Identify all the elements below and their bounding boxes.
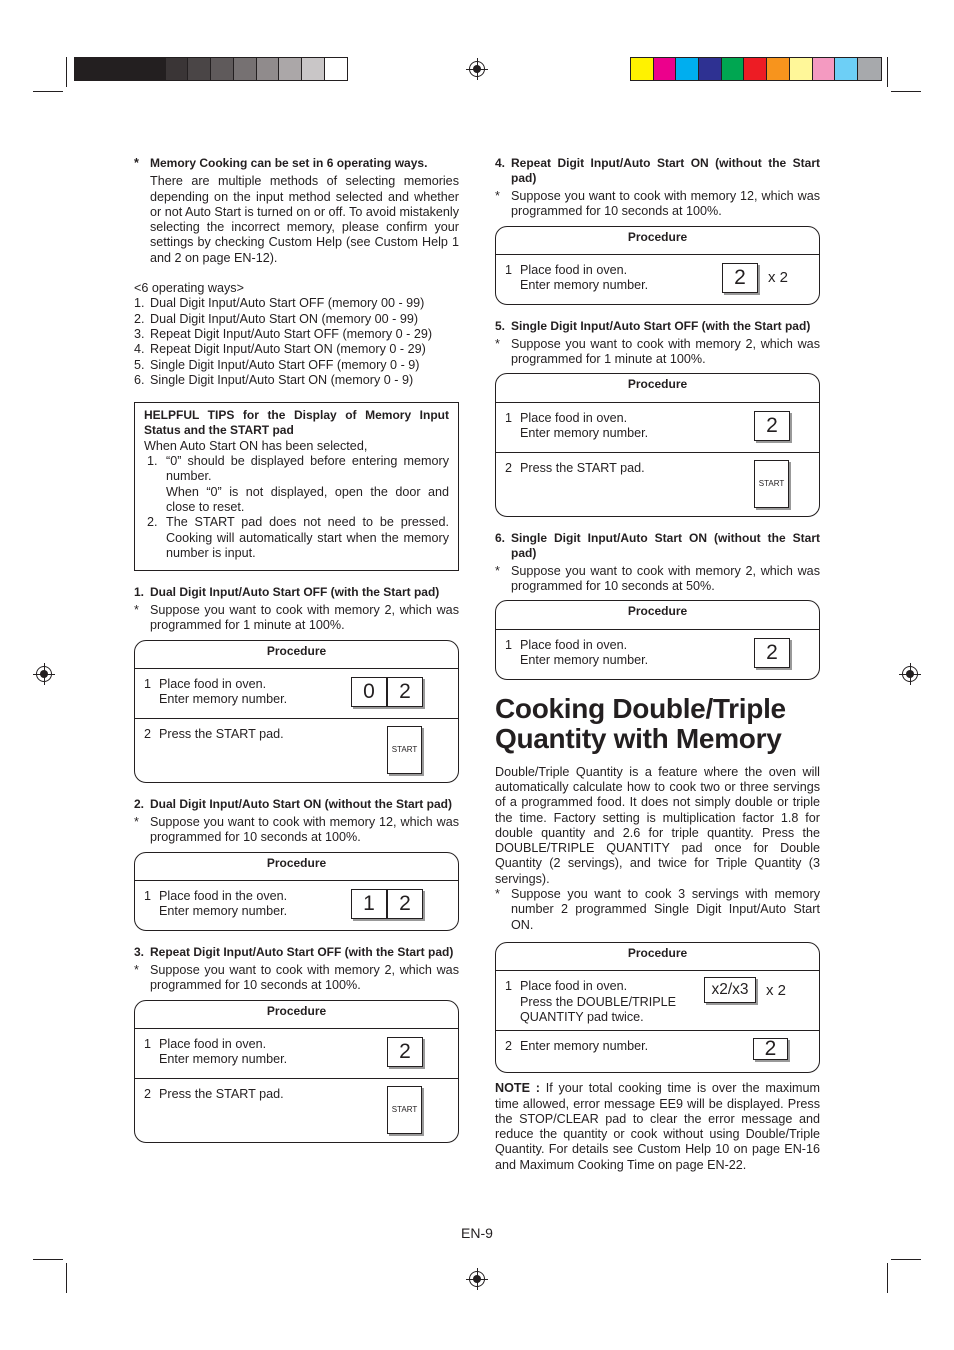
procedure-step: 1 Place food in oven. Press the DOUBLE/TRIPLE QUANTITY pad twice. x2/x3 x 2 [505,979,787,1024]
procedure-header: Procedure [496,943,819,971]
digit-key[interactable]: 2 [387,889,423,919]
procedure-section [134,797,459,931]
digit-key[interactable]: 2 [387,1037,423,1067]
gray-swatch [211,58,234,80]
start-key[interactable]: START [387,1086,422,1134]
procedure-section-title: 4. Repeat Digit Input/Auto Start ON (without the Start pad) [495,156,820,185]
procedure-header: Procedure [496,601,819,629]
tips-heading: HELPFUL TIPS for the Display of Memory Input Status and the START pad [144,408,449,438]
start-key[interactable]: START [754,460,789,508]
digit-key[interactable]: 2 [722,263,758,293]
crop-mark [33,91,63,92]
procedure-step: 1 Place food in oven. Enter memory number. 2 x 2 [505,262,789,293]
intro-body: There are multiple methods of selecting memories depending on the input method selected and whether or not Auto Start is turned on or off. To avoid mistakenly selecting the incorrect memory, please confirm your settings by checking Custom Help (see Custom Help 1 and 2 on page EN-12). [150,174,459,265]
gray-swatch [234,58,257,80]
crop-mark [891,1259,921,1260]
procedure-box [495,600,820,679]
digit-key[interactable]: 0 [351,677,387,707]
registration-mark-icon [469,61,485,77]
digit-key[interactable]: 2 [754,411,790,441]
digit-key[interactable]: 2 [754,638,790,668]
procedure-section [134,945,459,1143]
operating-ways-list [134,296,459,388]
procedure-box [495,226,820,305]
grayscale-color-bar [74,57,348,81]
color-swatch [631,58,654,80]
procedure-section-title: 6. Single Digit Input/Auto Start ON (without the Start pad) [495,530,820,560]
double-triple-procedure [495,942,820,1073]
left-column [134,156,459,1143]
procedure-section [495,531,820,680]
page-number: EN-9 [461,1225,493,1241]
procedure-step: 1 Place food in the oven. Enter memory number. 1 2 [135,881,458,930]
procedure-step: 2 Press the START pad. START [135,718,458,782]
procedure-section-title: 5. Single Digit Input/Auto Start OFF (with the Start pad) [495,318,811,333]
color-swatch [835,58,858,80]
procedure-section [495,156,820,305]
operating-way-item: 2. Dual Digit Input/Auto Start ON (memory 00 - 99) [134,311,419,326]
gray-swatch [302,58,325,80]
start-key[interactable]: START [387,726,422,774]
operating-ways [134,281,459,388]
procedure-section-note: * Suppose you want to cook with memory 2, which was programmed for 1 minute at 100%. [134,603,459,633]
color-swatch [699,58,722,80]
crop-mark [66,57,67,87]
procedure-step: 1 Place food in oven. Enter memory number. 0 2 [135,669,458,718]
procedure-step: 1 Place food in oven. Enter memory number. 2 [135,1029,458,1078]
procedure-section [134,585,459,783]
gray-swatch [75,58,98,80]
procedure-header: Procedure [496,374,819,402]
color-swatch [676,58,699,80]
procedure-step: 1 Place food in oven. Enter memory number. 2 [496,403,819,452]
procedure-section-note: * Suppose you want to cook with memory 2, which was programmed for 1 minute at 100%. [495,336,820,367]
procedure-step: 2 Enter memory number. 2 [496,1030,819,1072]
operating-way-item: 3. Repeat Digit Input/Auto Start OFF (memory 0 - 29) [134,326,433,341]
right-sections [495,156,820,680]
tips-intro: When Auto Start ON has been selected, [144,438,368,453]
tip-item: 2. The START pad does not need to be pressed. Cooking will automatically start when the memory number is input. [147,515,449,560]
helpful-tips-box [134,402,459,571]
crop-mark [891,91,921,92]
process-color-bar [630,57,882,81]
procedure-box [495,373,820,516]
procedure-section-note: * Suppose you want to cook with memory 12, which was programmed for 10 seconds at 100%. [495,189,820,219]
procedure-header: Procedure [135,641,458,669]
color-swatch [744,58,767,80]
procedure-section [495,319,820,517]
procedure-step: 2 Press the START pad. START [135,1078,458,1142]
gray-swatch [325,58,348,80]
crop-mark [33,1259,63,1260]
operating-way-item: 6. Single Digit Input/Auto Start ON (memory 0 - 9) [134,372,414,387]
intro-heading: Memory Cooking can be set in 6 operating ways. [150,156,428,170]
procedure-section-note: * Suppose you want to cook with memory 2, which was programmed for 10 seconds at 100%. [134,962,459,993]
crop-mark [887,1263,888,1293]
gray-swatch [188,58,211,80]
procedure-box [134,1000,459,1143]
registration-mark-icon [902,666,918,682]
crop-mark [887,57,888,87]
operating-way-item: 4. Repeat Digit Input/Auto Start ON (memory 0 - 29) [134,342,426,357]
intro-note: * Memory Cooking can be set in 6 operating ways. There are multiple methods of selecting memories depending on the input method selected and whether or not Auto Start is turned on or off. To avoid mistakenly selecting the incorrect memory, please confirm your settings by checking Custom Help (see Custom Help 1 and 2 on page EN-12). [134,156,459,265]
procedure-step: 1 Place food in oven. Enter memory number. 2 [496,630,819,679]
crop-mark [66,1263,67,1293]
operating-ways-heading: <6 operating ways> [134,281,244,296]
procedure-header: Procedure [135,1001,458,1029]
procedure-step: 2 Press the START pad. START [496,452,819,516]
section-heading: Cooking Double/Triple Quantity with Memory [495,692,786,754]
color-swatch [790,58,813,80]
tip-item: 1. “0” should be displayed before entering memory number. When “0” is not displayed, open the door and close to reset. [147,454,449,514]
procedure-header: Procedure [496,227,819,255]
gray-swatch [120,58,143,80]
procedure-section-title: 1. Dual Digit Input/Auto Start OFF (with the Start pad) [134,585,440,600]
procedure-section-note: * Suppose you want to cook with memory 2, which was programmed for 10 seconds at 50%. [495,563,820,594]
press-count: x 2 [768,269,789,287]
left-sections [134,585,459,1143]
color-swatch [767,58,790,80]
gray-swatch [279,58,302,80]
procedure-box [134,852,459,931]
color-swatch [722,58,745,80]
right-column [495,156,820,1173]
gray-swatch [166,58,189,80]
gray-swatch [257,58,280,80]
procedure-section-title: 2. Dual Digit Input/Auto Start ON (without the Start pad) [134,797,452,812]
gray-swatch [143,58,166,80]
gray-swatch [98,58,121,80]
procedure-box [134,640,459,783]
double-triple-body: Double/Triple Quantity is a feature where the oven will automatically calculate how to cook two or three servings of a programmed food. It does not simply double or triple the time. Factory setting is multiplication factor 1.8 for double quantity and 2.6 for triple quantity. Press the DOUBLE/TRIPLE QUANTITY pad once for Double Quantity (2 servings), and twice for Triple Quantity (3 servings). [495,764,820,886]
procedure-section-title: 3. Repeat Digit Input/Auto Start OFF (with the Start pad) [134,944,454,959]
procedure-section-note: * Suppose you want to cook with memory 12, which was programmed for 10 seconds at 100%. [134,815,459,845]
color-swatch [858,58,881,80]
digit-key[interactable]: 1 [351,889,387,919]
operating-way-item: 1. Dual Digit Input/Auto Start OFF (memory 00 - 99) [134,296,425,311]
press-count: x 2 [766,981,787,999]
procedure-header: Procedure [135,853,458,881]
operating-way-item: 5. Single Digit Input/Auto Start OFF (memory 0 - 9) [134,357,420,372]
double-triple-note: * Suppose you want to cook 3 servings with memory number 2 programmed Single Digit Input/Auto Start ON. [495,887,820,932]
digit-key[interactable]: 2 [753,1038,788,1060]
final-note: NOTE : If your total cooking time is over the maximum time allowed, error message EE9 will be displayed. Press the STOP/CLEAR pad to clear the error message and reduce the quantity or cook without using Double/Triple Quantity. For details see Custom Help 10 on page EN-16 and Maximum Cooking Time on page EN-22. [495,1081,820,1172]
double-triple-quantity-key[interactable]: x2/x3 [704,977,756,1003]
color-swatch [654,58,677,80]
registration-mark-icon [36,666,52,682]
digit-key[interactable]: 2 [387,677,423,707]
color-swatch [813,58,836,80]
tips-list [144,454,449,561]
registration-mark-icon [469,1271,485,1287]
